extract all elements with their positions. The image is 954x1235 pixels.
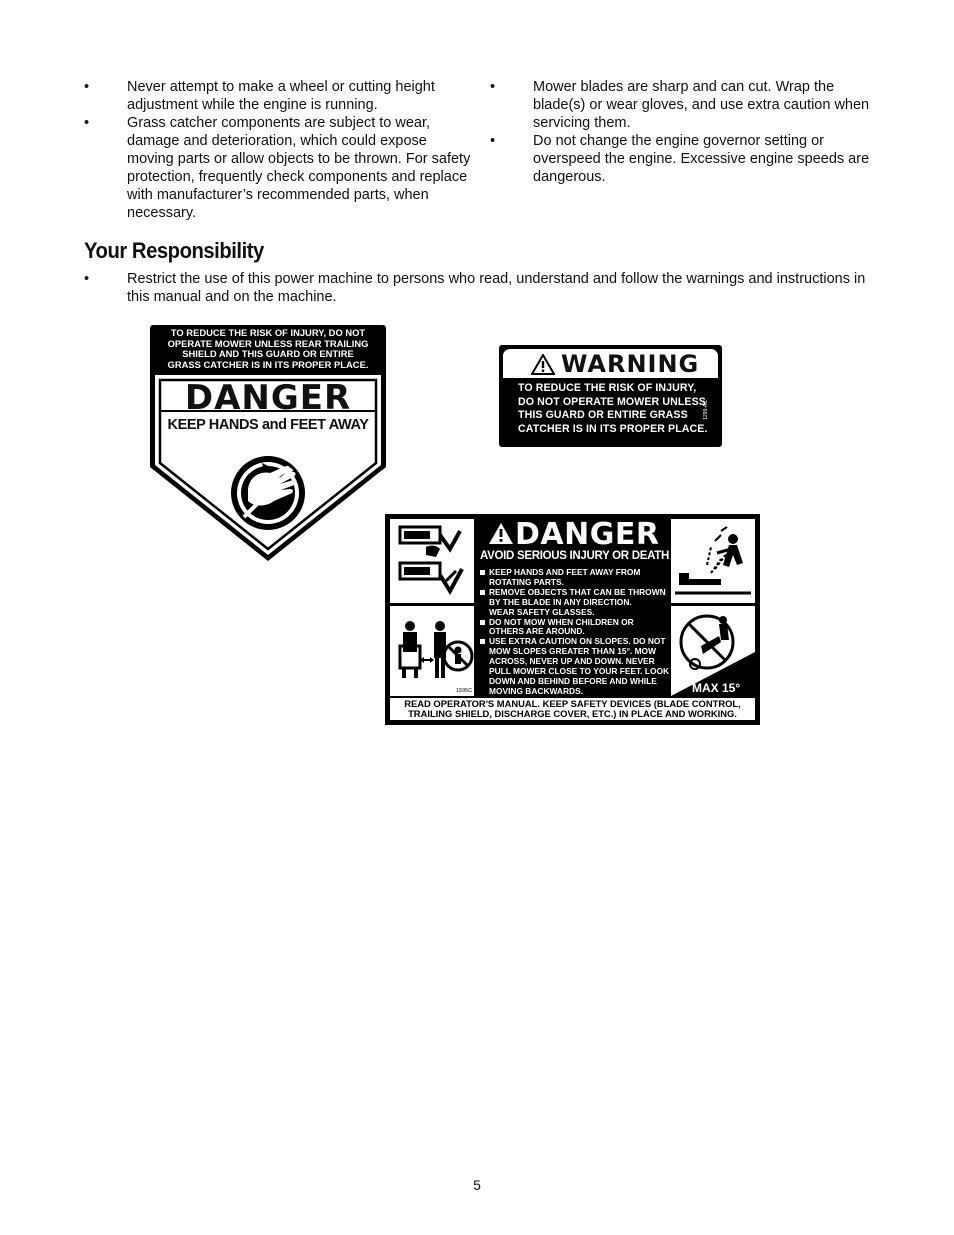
danger-item-line: USE EXTRA CAUTION ON SLOPES. DO NOT: [489, 636, 666, 647]
danger-item-line: BY THE BLADE IN ANY DIRECTION.: [489, 596, 632, 607]
bullet-text: Restrict the use of this power machine to persons who read, understand and follow the warnings and instructions in this manual and on the machine.: [127, 271, 866, 305]
warning-text-line: THIS GUARD OR ENTIRE GRASS: [518, 409, 688, 422]
square-bullet-icon: [480, 570, 485, 575]
page-number: 5: [473, 1177, 481, 1193]
section-heading: Your Responsibility: [84, 238, 264, 263]
bullet-text: Do not change the engine governor setting or overspeed the engine. Excessive engine speeds are dangerous.: [533, 133, 870, 185]
warning-triangle-icon: [531, 354, 555, 375]
bullet-marker: •: [490, 79, 496, 95]
warning-text-line: TO REDUCE THE RISK OF INJURY,: [518, 382, 697, 394]
shield-decal-top-text: [150, 325, 386, 373]
danger-decal-item-list: [480, 568, 669, 697]
danger-item-line: ROTATING PARTS.: [489, 576, 564, 587]
danger-large-decal: [385, 514, 760, 725]
shield-text-line: TO REDUCE THE RISK OF INJURY, DO NOT: [170, 327, 366, 338]
danger-item: [480, 568, 669, 588]
danger-item-line: REMOVE OBJECTS THAT CAN BE THROWN: [489, 586, 666, 597]
bullet-marker: •: [490, 133, 496, 149]
danger-item: [480, 588, 669, 618]
danger-item-line: PULL MOWER CLOSE TO YOUR FEET. LOOK: [489, 666, 670, 677]
danger-item-line: KEEP HANDS AND FEET AWAY FROM: [489, 567, 641, 577]
shield-text-line: SHIELD AND THIS GUARD OR ENTIRE: [182, 348, 354, 359]
danger-item-line: WEAR SAFETY GLASSES.: [489, 606, 595, 617]
square-bullet-icon: [480, 639, 485, 644]
shield-text-line: OPERATE MOWER UNLESS REAR TRAILING: [167, 337, 369, 349]
bullet-marker: •: [84, 271, 90, 287]
bullet-item: [84, 270, 874, 306]
shield-text-line: GRASS CATCHER IS IN ITS PROPER PLACE.: [167, 358, 369, 370]
right-column: [490, 78, 870, 186]
danger-item: [480, 618, 669, 638]
bullet-text: Grass catcher components are subject to wear, damage and deterioration, which could expose moving parts or allow objects to be thrown. For safety protection, frequently check components and replace with manufacturer’s recommended parts, when necessary.: [127, 115, 471, 221]
bullet-item: [84, 78, 474, 114]
responsibility-section: [84, 270, 874, 306]
footer-text-line: TRAILING SHIELD, DISCHARGE COVER, ETC.) IN PLACE AND WORKING.: [408, 708, 737, 720]
max-slope-label: MAX 15°: [692, 681, 741, 695]
bullet-text: Never attempt to make a wheel or cutting height adjustment while the engine is running.: [127, 79, 435, 113]
square-bullet-icon: [480, 590, 485, 595]
rotating-parts-pictogram-panel: [390, 519, 474, 603]
bullet-marker: •: [84, 115, 90, 131]
warning-text-line: CATCHER IS IN ITS PROPER PLACE.: [518, 422, 708, 435]
warning-decal: [499, 345, 722, 447]
danger-item-line: DOWN AND BEHIND BEFORE AND WHILE: [489, 675, 657, 686]
danger-decal-subtitle: AVOID SERIOUS INJURY OR DEATH: [480, 550, 669, 562]
right-bullet-list: [490, 78, 870, 186]
responsibility-bullet-list: [84, 270, 874, 306]
children-pictogram-panel: [390, 606, 474, 696]
danger-item: [480, 637, 669, 696]
danger-triangle-icon: [488, 522, 514, 545]
keep-children-away-icon: [390, 606, 474, 696]
danger-decal-title: DANGER: [515, 517, 660, 552]
danger-shield-decal: [150, 325, 386, 565]
shield-decal-title: DANGER: [184, 378, 352, 418]
warning-decal-header: [502, 348, 719, 379]
thrown-objects-icon: [671, 519, 755, 603]
danger-item-line: MOW SLOPES GREATER THAN 15°. MOW: [489, 646, 656, 657]
warning-decal-title: WARNING: [561, 350, 700, 378]
bullet-item: [84, 114, 474, 222]
danger-item-line: DO NOT MOW WHEN CHILDREN OR: [489, 616, 634, 627]
square-bullet-icon: [480, 620, 485, 625]
hand-foot-rotating-parts-icon: [390, 519, 474, 603]
bullet-item: [490, 132, 870, 186]
danger-item-line: OTHERS ARE AROUND.: [489, 626, 585, 637]
bullet-marker: •: [84, 79, 90, 95]
danger-item-line: ACROSS, NEVER UP AND DOWN. NEVER: [489, 656, 655, 667]
thrown-objects-pictogram-panel: [671, 519, 755, 603]
warning-text-line: DO NOT OPERATE MOWER UNLESS: [518, 395, 706, 408]
warning-decal-body: [518, 382, 708, 436]
left-bullet-list: [84, 78, 474, 222]
bullet-text: Mower blades are sharp and can cut. Wrap the blade(s) or wear gloves, and use extra caution when servicing them.: [533, 79, 870, 131]
footer-text-line: READ OPERATOR'S MANUAL. KEEP SAFETY DEVICES (BLADE CONTROL,: [404, 698, 741, 709]
danger-decal-code: 1595C: [456, 688, 473, 694]
bullet-item: [490, 78, 870, 132]
warning-decal-code: 1299-AC: [703, 400, 710, 420]
danger-decal-footer: [390, 698, 755, 720]
danger-item-line: MOVING BACKWARDS.: [489, 685, 583, 696]
shield-decal-subtitle: KEEP HANDS and FEET AWAY: [167, 417, 369, 433]
left-column: [84, 78, 474, 222]
